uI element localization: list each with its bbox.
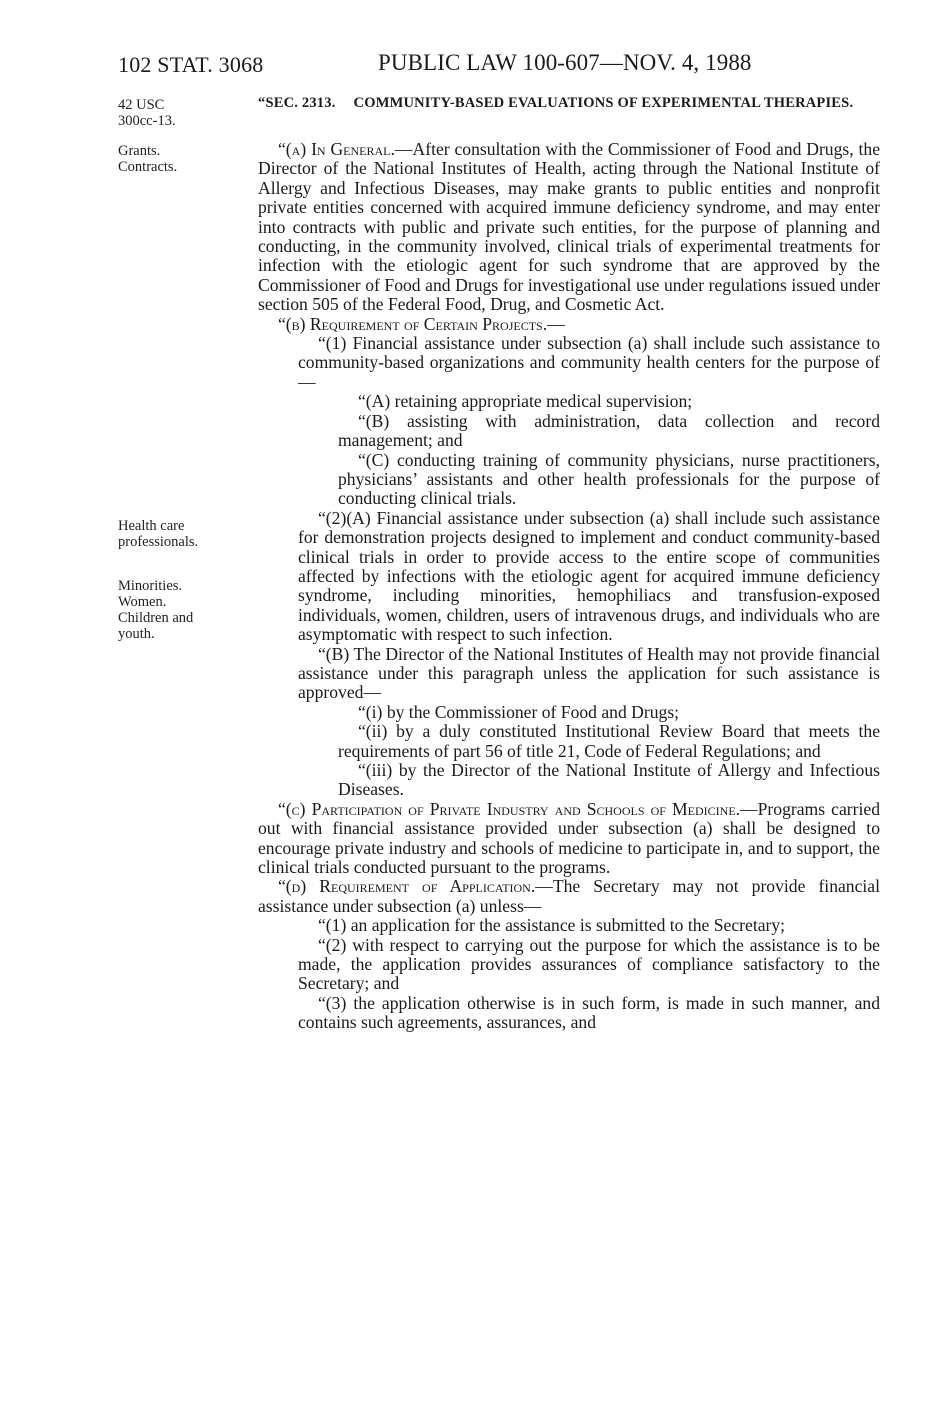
subsection-b-heading: “(b) Requirement of Certain Projects. xyxy=(278,313,548,334)
subsection-c-text: —Programs carried out with financial assistance provided under subsection (a) shall be designed to encourage private industry and schools of medicine to participate in, and to support, the clinical trials conducted pursuant to the programs. xyxy=(258,798,880,878)
margin-note-grants xyxy=(118,143,248,175)
margin-note-text: Grants. Contracts. xyxy=(118,143,178,175)
subsection-c xyxy=(258,800,880,878)
subsection-a-text: —After consultation with the Commissioner of Food and Drugs, the Director of the National Institutes of Health, acting through the National Institute of Allergy and Infectious Diseases, may make grants to public entities and nonprofit private entities concerned with acquired immune deficiency syndrome, and may enter into contracts with public and private such entities, for the purpose of planning and conducting, in the community involved, clinical trials of experimental treatments for infection with the etiologic agent for such syndrome that are approved by the Commissioner of Food and Drugs for investigational use under regulations issued under section 505 of the Federal Food, Drug, and Cosmetic Act. xyxy=(258,139,881,315)
subsection-b-heading-line xyxy=(258,315,880,334)
margin-note-text: Health care professionals. xyxy=(118,518,199,550)
section-title: COMMUNITY-BASED EVALUATIONS OF EXPERIMENTAL THERAPIES. xyxy=(353,95,854,111)
subsection-d-text: —The Secretary may not provide financial assistance under subsection (a) unless— xyxy=(258,876,880,916)
margin-note-minorities xyxy=(118,578,248,642)
margin-note-health-care xyxy=(118,518,248,550)
margin-note-text: Minorities. Women. Children and youth. xyxy=(118,578,194,642)
subsection-a-heading: “(a) In General. xyxy=(278,139,395,159)
paragraph-d3: “(3) the application otherwise is in such form, is made in such manner, and contains such agreements, assurances, and xyxy=(298,992,880,1033)
paragraph-b1A: “(A) retaining appropriate medical supervision; xyxy=(358,391,693,412)
paragraph-b2Bi: “(i) by the Commissioner of Food and Drugs; xyxy=(358,701,680,722)
section-heading xyxy=(258,95,880,112)
paragraph-b2A: “(2)(A) Financial assistance under subsection (a) shall include such assistance for demonstration projects designed to implement and conduct community-based clinical trials in order to provide access to the entire scope of communities affected by infections with the etiologic agent for acquired immune deficiency syndrome, including minorities, hemophiliacs and transfusion-exposed individuals, women, children, users of intravenous drugs, and individuals who are asymptomatic with respect to such infection. xyxy=(298,507,880,645)
statute-body xyxy=(258,95,880,1033)
subsection-b-heading-dash: — xyxy=(547,313,565,334)
running-header: PUBLIC LAW 100-607—NOV. 4, 1988 xyxy=(378,50,752,75)
paragraph-d1: “(1) an application for the assistance is submitted to the Secretary; xyxy=(318,915,786,936)
section-number: “SEC. 2313. xyxy=(258,95,336,111)
page-stat-number: 102 STAT. 3068 xyxy=(118,52,264,77)
paragraph-b2Biii: “(iii) by the Director of the National Institute of Allergy and Infectious Diseases. xyxy=(338,760,880,800)
margin-note-usc xyxy=(118,97,248,129)
paragraph-b1C: “(C) conducting training of community physicians, nurse practitioners, physicians’ assistants and other health professionals for the purpose of conducting clinical trials. xyxy=(338,449,880,509)
paragraph-d2: “(2) with respect to carrying out the purpose for which the assistance is to be made, the application provides assurances of compliance satisfactory to the Secretary; and xyxy=(298,934,880,994)
paragraph-b1: “(1) Financial assistance under subsection (a) shall include such assistance to community-based organizations and community health centers for the purpose of— xyxy=(298,333,880,392)
paragraph-b1B: “(B) assisting with administration, data collection and record management; and xyxy=(338,410,880,451)
subsection-c-heading: “(c) Participation of Private Industry and Schools of Medicine. xyxy=(278,798,741,819)
paragraph-b2Bii: “(ii) by a duly constituted Institutional Review Board that meets the requirements of part 56 of title 21, Code of Federal Regulations; and xyxy=(338,721,880,761)
paragraph-b2B: “(B) The Director of the National Institutes of Health may not provide financial assistance under this paragraph unless the application for such assistance is approved— xyxy=(298,643,880,703)
subsection-d-heading: “(d) Requirement of Application. xyxy=(278,876,536,897)
subsection-d xyxy=(258,877,880,916)
subsection-a xyxy=(258,140,880,315)
margin-note-text: 42 USC 300cc-13. xyxy=(118,97,176,129)
